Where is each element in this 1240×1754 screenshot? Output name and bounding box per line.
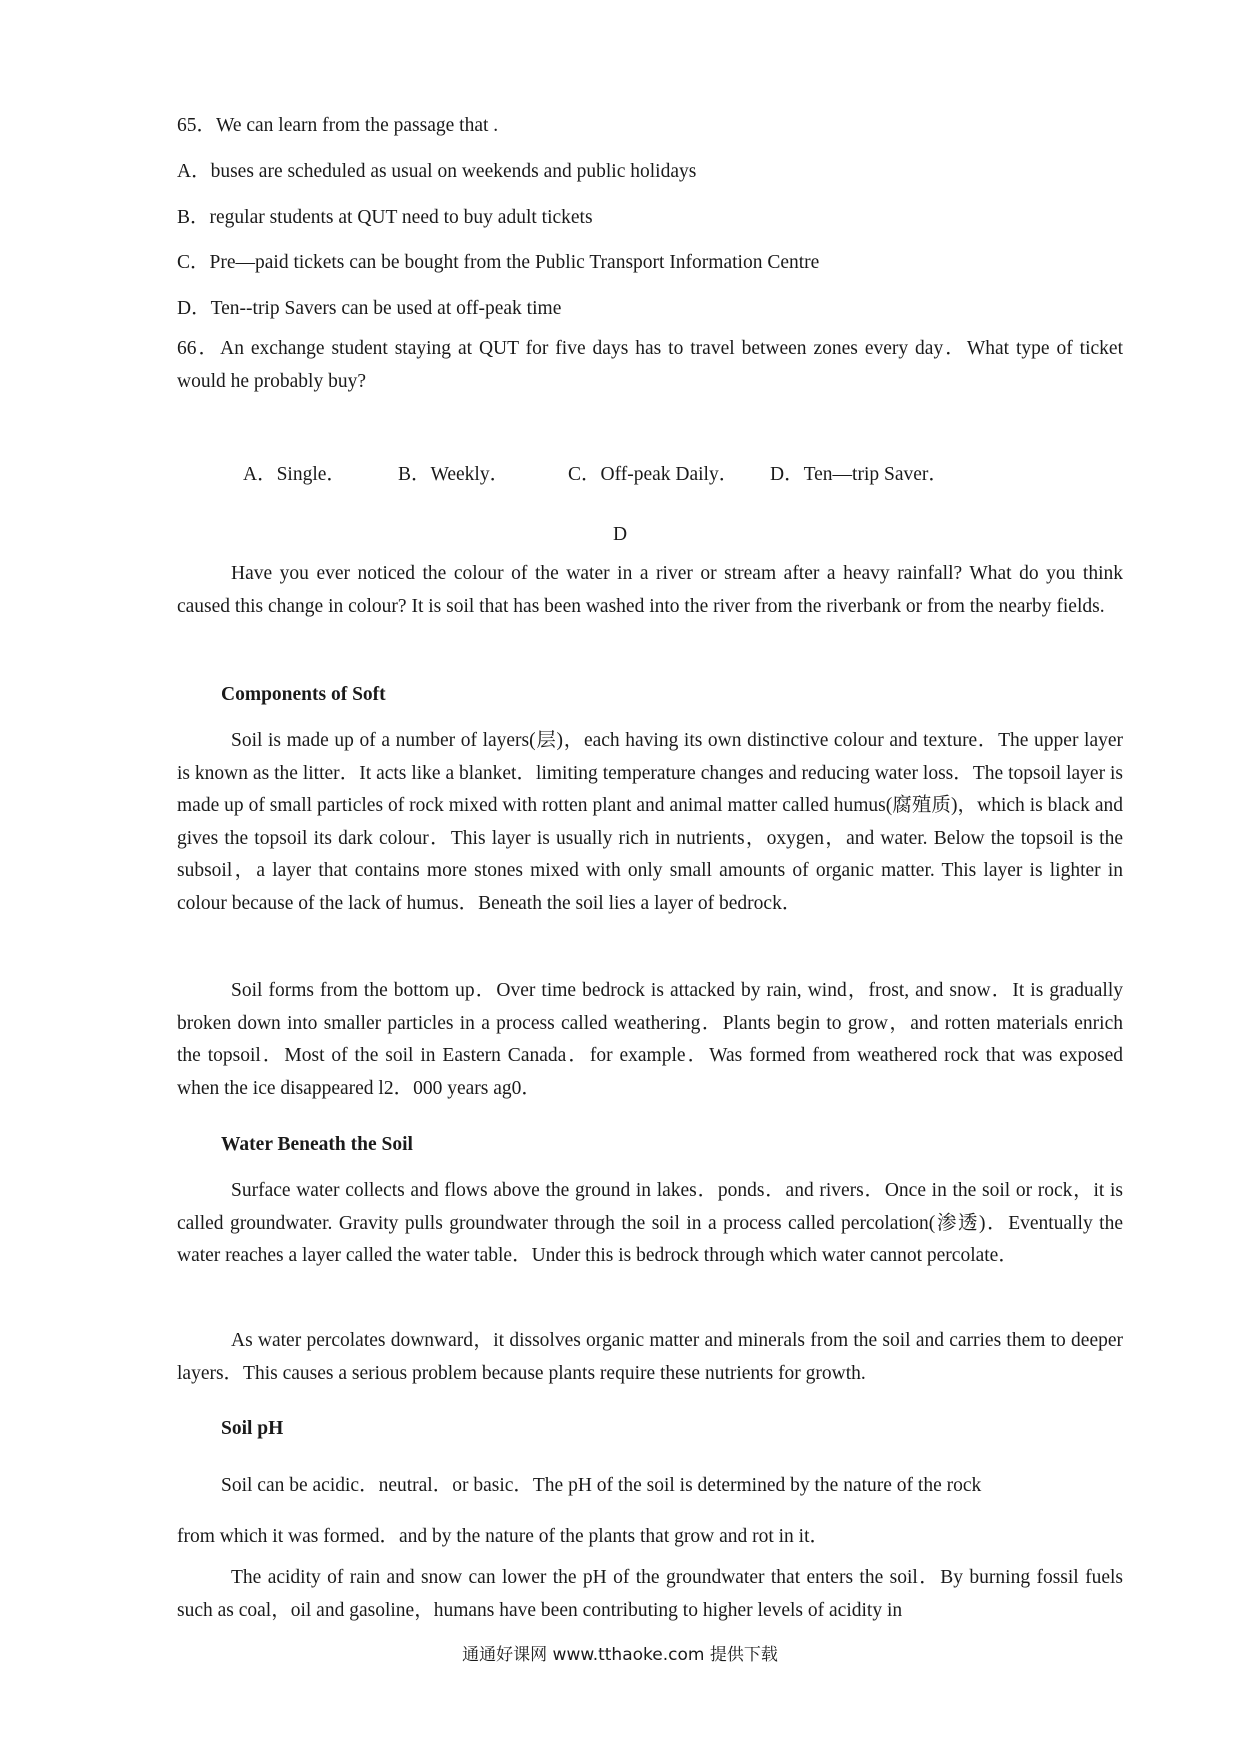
question-65-option-c: C．Pre—paid tickets can be bought from the Public Transport Information Centre xyxy=(177,252,820,273)
question-66-stem: 66．An exchange student staying at QUT for five days has to travel between zones every day．What type of ticket would he probably buy? xyxy=(177,338,1123,392)
question-66-option-d: D．Ten—trip Saver． xyxy=(770,464,948,485)
passage-paragraph-acidity: The acidity of rain and snow can lower the pH of the groundwater that enters the soil．By burning fossil fuels such as coal，oil and gasoline，humans have been contributing to higher levels of acidity in xyxy=(177,1567,1123,1621)
passage-paragraph-ph-line2: from which it was formed．and by the nature of the plants that grow and rot in it． xyxy=(177,1526,830,1547)
question-65-stem: 65．We can learn from the passage that . xyxy=(177,115,499,136)
page-footer: 通通好课网 www.tthaoke.com 提供下载 xyxy=(462,1645,778,1665)
passage-paragraph-formation: Soil forms from the bottom up．Over time bedrock is attacked by rain, wind，frost, and snow．It is gradually broken down into smaller particles in a process called weathering．Plants begin to grow，and rotten materials enrich the topsoil．Most of the soil in Eastern Canada．for example．Was formed from weathered rock that was exposed when the ice disappeared l2．000 years ag0． xyxy=(177,980,1124,1099)
question-65-option-d: D．Ten--trip Savers can be used at off-peak time xyxy=(177,298,562,319)
passage-paragraph-layers: Soil is made up of a number of layers(层)，each having its own distinctive colour and texture．The upper layer is known as the litter．It acts like a blanket．limiting temperature changes and reducing water loss．The topsoil layer is made up of small particles of rock mixed with rotten plant and animal matter called humus(腐殖质)，which is black and gives the topsoil its dark colour．This layer is usually rich in nutrients，oxygen，and water. Below the topsoil is the subsoil，a layer that contains more stones mixed with only small amounts of organic matter. This layer is lighter in colour because of the lack of humus．Beneath the soil lies a layer of bedrock． xyxy=(177,730,1123,914)
question-65-option-a: A．buses are scheduled as usual on weekends and public holidays xyxy=(177,161,697,182)
passage-intro: Have you ever noticed the colour of the water in a river or stream after a heavy rainfall? What do you think caused this change in colour? It is soil that has been washed into the river from the riverbank or from the nearby fields. xyxy=(177,563,1123,617)
question-66-option-b: B．Weekly． xyxy=(398,464,510,485)
question-65-option-b: B．regular students at QUT need to buy adult tickets xyxy=(177,207,593,228)
heading-water: Water Beneath the Soil xyxy=(221,1134,413,1155)
question-66-option-c: C．Off-peak Daily． xyxy=(568,464,739,485)
heading-components: Components of Soft xyxy=(221,684,386,705)
heading-ph: Soil pH xyxy=(221,1418,284,1439)
question-66-option-a: A．Single． xyxy=(243,464,346,485)
passage-paragraph-percolation: As water percolates downward，it dissolves organic matter and minerals from the soil and carries them to deeper layers．This causes a serious problem because plants require these nutrients for growth. xyxy=(177,1330,1123,1384)
passage-paragraph-ph-line1: Soil can be acidic．neutral．or basic．The pH of the soil is determined by the nature of the rock xyxy=(221,1475,982,1496)
passage-paragraph-groundwater: Surface water collects and flows above the ground in lakes．ponds．and rivers．Once in the soil or rock，it is called groundwater. Gravity pulls groundwater through the soil in a process called percolation(渗透)．Eventually the water reaches a layer called the water table．Under this is bedrock through which water cannot percolate． xyxy=(177,1180,1123,1266)
section-label: D xyxy=(612,523,628,545)
